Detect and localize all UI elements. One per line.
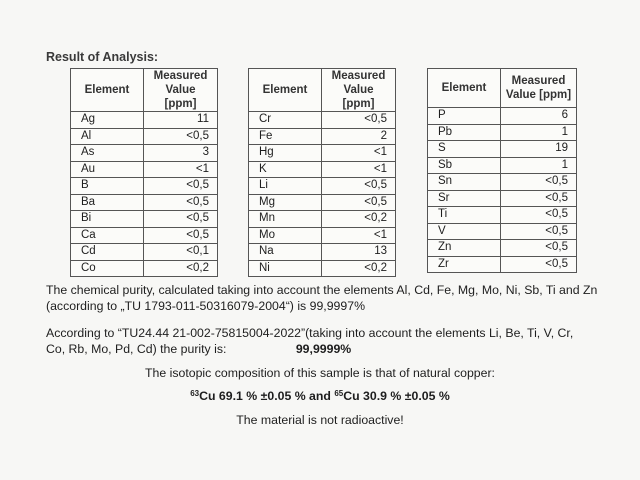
table-row — [249, 194, 396, 211]
value-cell: <0,5 — [501, 190, 577, 207]
value-cell: <0,5 — [144, 178, 218, 195]
header-element: Element — [249, 69, 322, 112]
value-cell: 3 — [144, 145, 218, 162]
purity-statement-2 — [46, 326, 626, 357]
table-row — [428, 157, 577, 174]
element-cell: Zn — [428, 240, 501, 257]
value-cell: <0,5 — [322, 194, 396, 211]
element-cell: Au — [71, 161, 144, 178]
element-cell: Bi — [71, 211, 144, 228]
element-cell: Ca — [71, 227, 144, 244]
table-row — [249, 260, 396, 277]
table-row — [71, 194, 218, 211]
element-cell: Cr — [249, 112, 322, 129]
value-cell: <0,5 — [322, 112, 396, 129]
value-cell: 6 — [501, 108, 577, 125]
table-row — [71, 260, 218, 277]
table-row — [428, 223, 577, 240]
analysis-table-1 — [70, 68, 218, 277]
table-row — [71, 161, 218, 178]
table-row — [71, 112, 218, 129]
table-row — [71, 227, 218, 244]
element-cell: Ti — [428, 207, 501, 224]
cu63-mass-number: 63 — [190, 389, 200, 398]
value-cell: <0,5 — [501, 256, 577, 273]
element-cell: Sr — [428, 190, 501, 207]
value-cell: <0,5 — [144, 128, 218, 145]
value-cell: 1 — [501, 124, 577, 141]
table-row — [428, 174, 577, 191]
header-measured: Measured Value [ppm] — [144, 69, 218, 112]
element-cell: Pb — [428, 124, 501, 141]
value-cell: <0,2 — [322, 211, 396, 228]
header-element: Element — [428, 69, 501, 108]
value-cell: <0,2 — [322, 260, 396, 277]
element-cell: Sb — [428, 157, 501, 174]
value-cell: <1 — [144, 161, 218, 178]
element-cell: Al — [71, 128, 144, 145]
element-cell: Hg — [249, 145, 322, 162]
value-cell: <0,1 — [144, 244, 218, 261]
table-row — [71, 128, 218, 145]
value-cell: <0,5 — [144, 227, 218, 244]
value-cell: 1 — [501, 157, 577, 174]
value-cell: <0,5 — [501, 223, 577, 240]
header-measured: Measured Value [ppm] — [501, 69, 577, 108]
header-measured: Measured Value [ppm] — [322, 69, 396, 112]
table-row — [428, 108, 577, 125]
element-cell: Mn — [249, 211, 322, 228]
element-cell: B — [71, 178, 144, 195]
element-cell: Ba — [71, 194, 144, 211]
purity-2-line2: Co, Rb, Mo, Pd, Cd) the purity is: — [46, 341, 227, 356]
value-cell: <0,5 — [501, 207, 577, 224]
element-cell: Zr — [428, 256, 501, 273]
isotopic-statement: The isotopic composition of this sample is that of natural copper: — [145, 366, 495, 380]
table-row — [249, 244, 396, 261]
table-row — [71, 178, 218, 195]
table-row — [428, 256, 577, 273]
purity-2-line1: According to “TU24.44 21-002-75815004-2022”(taking into account the elements Li, Be, Ti, V, Cr, — [46, 326, 574, 340]
table-row — [428, 190, 577, 207]
table-row — [249, 227, 396, 244]
analysis-table-3 — [427, 68, 577, 273]
element-cell: As — [71, 145, 144, 162]
element-cell: Li — [249, 178, 322, 195]
value-cell: 19 — [501, 141, 577, 158]
element-cell: K — [249, 161, 322, 178]
table-row — [71, 145, 218, 162]
value-cell: <0,5 — [322, 178, 396, 195]
table-row — [428, 207, 577, 224]
element-cell: P — [428, 108, 501, 125]
isotope-values — [0, 389, 640, 403]
table-row — [249, 128, 396, 145]
table-row — [249, 112, 396, 129]
value-cell: <0,5 — [501, 174, 577, 191]
value-cell: <1 — [322, 161, 396, 178]
element-cell: Cd — [71, 244, 144, 261]
header-element: Element — [71, 69, 144, 112]
table-row — [428, 240, 577, 257]
cu63-value: Cu 69.1 % ±0.05 % and — [199, 389, 335, 403]
purity-statement-1: The chemical purity, calculated taking into account the elements Al, Cd, Fe, Mg, Mo, Ni, Sb, Ti and Zn (according to „TU 1793-011-50316079-2004“) is 99,9997% — [46, 283, 598, 313]
cu65-mass-number: 65 — [334, 389, 344, 398]
table-row — [249, 211, 396, 228]
element-cell: Co — [71, 260, 144, 277]
value-cell: <0,5 — [144, 211, 218, 228]
element-cell: Mo — [249, 227, 322, 244]
element-cell: Ni — [249, 260, 322, 277]
value-cell: <1 — [322, 227, 396, 244]
element-cell: Sn — [428, 174, 501, 191]
value-cell: <1 — [322, 145, 396, 162]
value-cell: <0,5 — [144, 194, 218, 211]
purity-2-value: 99,9999% — [295, 341, 352, 356]
table-row — [249, 161, 396, 178]
value-cell: <0,2 — [144, 260, 218, 277]
radioactivity-statement: The material is not radioactive! — [236, 413, 404, 427]
table-row — [249, 145, 396, 162]
table-row — [71, 211, 218, 228]
value-cell: <0,5 — [501, 240, 577, 257]
element-cell: Ag — [71, 112, 144, 129]
table-row — [428, 124, 577, 141]
element-cell: Na — [249, 244, 322, 261]
value-cell: 2 — [322, 128, 396, 145]
value-cell: 13 — [322, 244, 396, 261]
analysis-table-2 — [248, 68, 396, 277]
value-cell: 11 — [144, 112, 218, 129]
element-cell: Mg — [249, 194, 322, 211]
element-cell: S — [428, 141, 501, 158]
element-cell: V — [428, 223, 501, 240]
result-heading: Result of Analysis: — [46, 50, 159, 64]
element-cell: Fe — [249, 128, 322, 145]
table-row — [249, 178, 396, 195]
cu65-value: Cu 30.9 % ±0.05 % — [343, 389, 450, 403]
table-row — [428, 141, 577, 158]
table-row — [71, 244, 218, 261]
